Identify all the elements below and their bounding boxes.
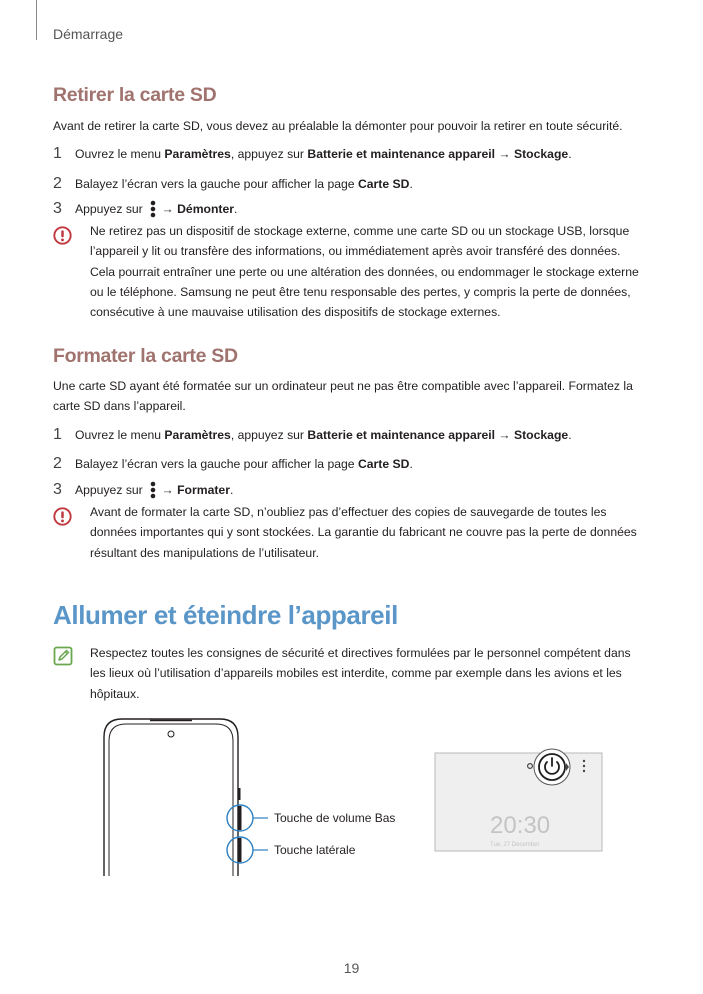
menu-stockage: Stockage (513, 147, 569, 161)
section-title-remove-sd: Retirer la carte SD (53, 84, 217, 106)
format-intro: Une carte SD ayant été formatée sur un ordinateur peut ne pas être compatible avec l’appareil. Formatez la carte SD dans l’appareil. (53, 379, 633, 414)
power-note: Respectez toutes les consignes de sécurité et directives formulées par le personnel compétent dans les lieux où l’utilisation d’appareils mobiles est interdite, comme par exemple dans les avions et les hôpitaux. (90, 646, 631, 701)
page-carte-sd: Carte SD (357, 177, 410, 191)
menu-batterie: Batterie et maintenance appareil (307, 147, 496, 161)
screen-date: Tue, 27 December (490, 842, 540, 848)
warning-icon (53, 226, 72, 245)
option-demonter: Démonter (177, 202, 234, 216)
running-header: Démarrage (53, 26, 124, 42)
margin-rule (36, 0, 37, 40)
page-number: 19 (343, 960, 360, 976)
remove-warning: Ne retirez pas un dispositif de stockage externe, comme une carte SD ou un stockage USB, lorsque l’appareil y lit ou transfère des informations, ou immédiatement après avoir transféré des données. Cela pourrait entraîner une perte ou une altération des données, ou endommager le stockage externe ou le téléphone. Samsung ne peut être tenu responsable des pertes, y compris la perte de données, consécutive à une mauvaise utilisation des dispositifs de stockage externes. (90, 224, 639, 320)
screen-time: 20:30 (490, 812, 551, 839)
more-options-icon (150, 200, 156, 218)
remove-intro: Avant de retirer la carte SD, vous devez au préalable la démonter pour pouvoir la retirer en toute sécurité. (53, 119, 623, 133)
note-icon (53, 646, 73, 666)
section-title-power: Allumer et éteindre l’appareil (53, 600, 398, 630)
more-options-icon (150, 481, 156, 499)
page-carte-sd: Carte SD (357, 457, 410, 471)
menu-batterie: Batterie et maintenance appareil (307, 428, 496, 442)
phone-illustration (104, 719, 240, 876)
format-warning: Avant de formater la carte SD, n’oubliez pas d’effectuer des copies de sauvegarde de toutes les données importantes qui y sont stockées. La garantie du fabricant ne couvre pas la perte de données résultant des manipulations de l’utilisateur. (90, 505, 637, 560)
volume-down-key-label: Touche de volume Bas (274, 811, 396, 825)
option-formater: Formater (177, 483, 230, 497)
menu-stockage: Stockage (513, 428, 569, 442)
screen-inset (435, 749, 602, 851)
side-key-label: Touche latérale (274, 843, 356, 857)
warning-icon (53, 507, 72, 526)
menu-parametres: Paramètres (164, 147, 231, 161)
section-title-format-sd: Formater la carte SD (53, 345, 238, 367)
more-options-icon (583, 760, 585, 762)
menu-parametres: Paramètres (164, 428, 231, 442)
